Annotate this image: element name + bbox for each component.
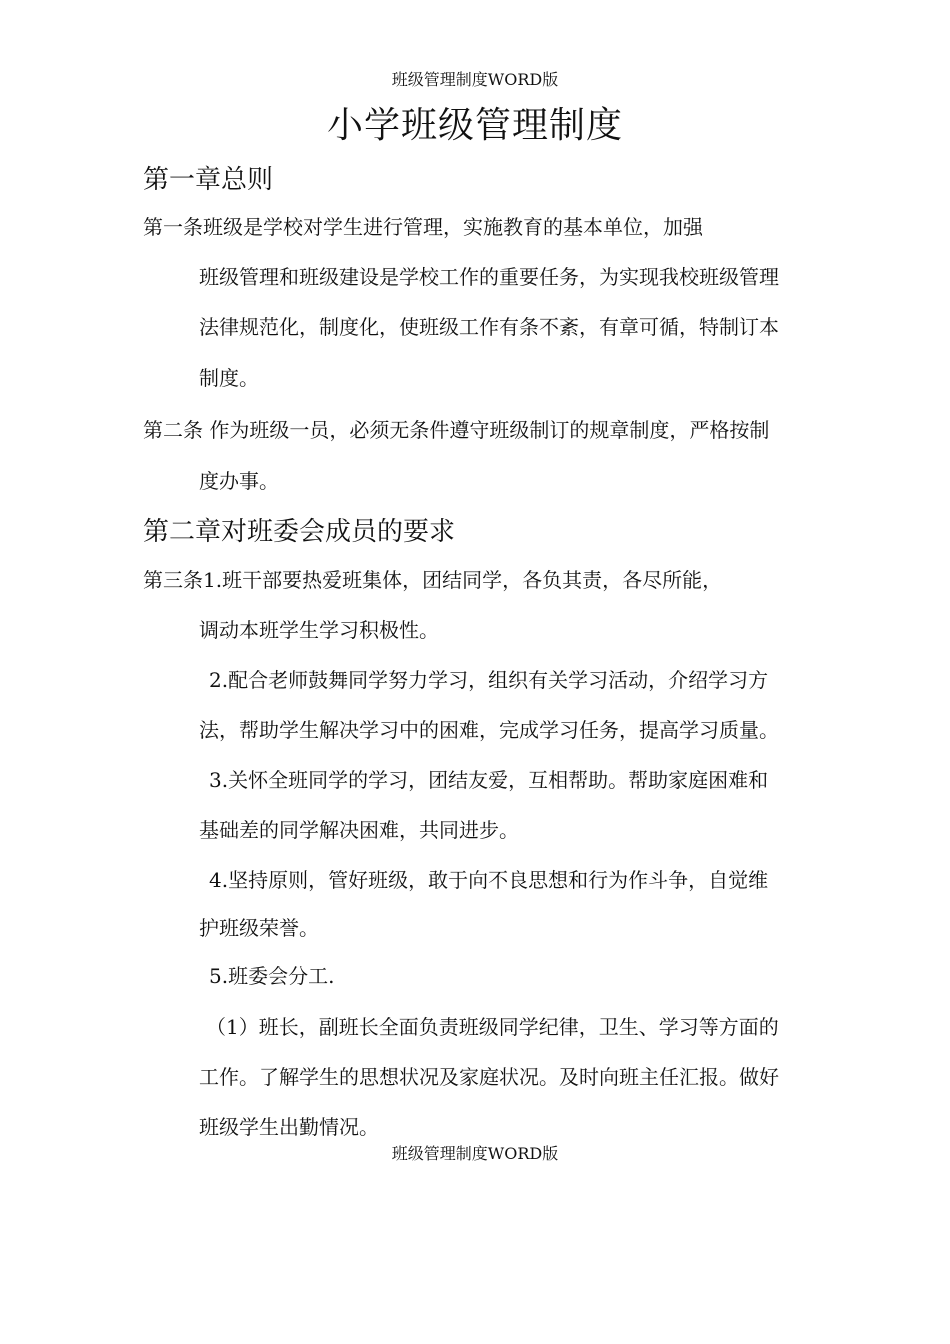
item-2-line-1: 2.配合老师鼓舞同学努力学习，组织有关学习活动，介绍学习方 <box>209 668 769 692</box>
item-5-line: 5.班委会分工. <box>209 964 335 988</box>
article-3-line-1: 第三条1.班干部要热爱班集体，团结同学，各负其责，各尽所能， <box>143 568 723 592</box>
article-1-line-1: 第一条班级是学校对学生进行管理，实施教育的基本单位，加强 <box>143 215 703 239</box>
article-1-line-2: 班级管理和班级建设是学校工作的重要任务，为实现我校班级管理 <box>199 265 779 289</box>
sub-1-line-2: 工作。了解学生的思想状况及家庭状况。及时向班主任汇报。做好 <box>199 1065 779 1089</box>
sub-1-line-1: （1）班长，副班长全面负责班级同学纪律，卫生、学习等方面的 <box>206 1015 779 1039</box>
page-footer: 班级管理制度WORD版 <box>391 1144 559 1163</box>
article-2-line-2: 度办事。 <box>199 469 279 493</box>
chapter-1-heading: 第一章总则 <box>143 165 274 195</box>
document-title: 小学班级管理制度 <box>326 105 623 146</box>
article-3-line-2: 调动本班学生学习积极性。 <box>199 618 439 642</box>
article-2-line-1: 第二条 作为班级一员，必须无条件遵守班级制订的规章制度，严格按制 <box>143 418 770 442</box>
item-3-line-1: 3.关怀全班同学的学习，团结友爱，互相帮助。帮助家庭困难和 <box>209 768 769 792</box>
item-3-line-2: 基础差的同学解决困难，共同进步。 <box>199 818 519 842</box>
item-2-line-2: 法，帮助学生解决学习中的困难，完成学习任务，提高学习质量。 <box>199 718 779 742</box>
article-1-line-4: 制度。 <box>199 366 259 390</box>
sub-1-line-3: 班级学生出勤情况。 <box>199 1115 379 1139</box>
item-4-line-2: 护班级荣誉。 <box>199 916 319 940</box>
page-header: 班级管理制度WORD版 <box>391 70 559 89</box>
item-4-line-1: 4.坚持原则，管好班级，敢于向不良思想和行为作斗争，自觉维 <box>209 868 769 892</box>
chapter-2-heading: 第二章对班委会成员的要求 <box>143 517 456 547</box>
article-1-line-3: 法律规范化，制度化，使班级工作有条不紊，有章可循，特制订本 <box>199 315 779 339</box>
